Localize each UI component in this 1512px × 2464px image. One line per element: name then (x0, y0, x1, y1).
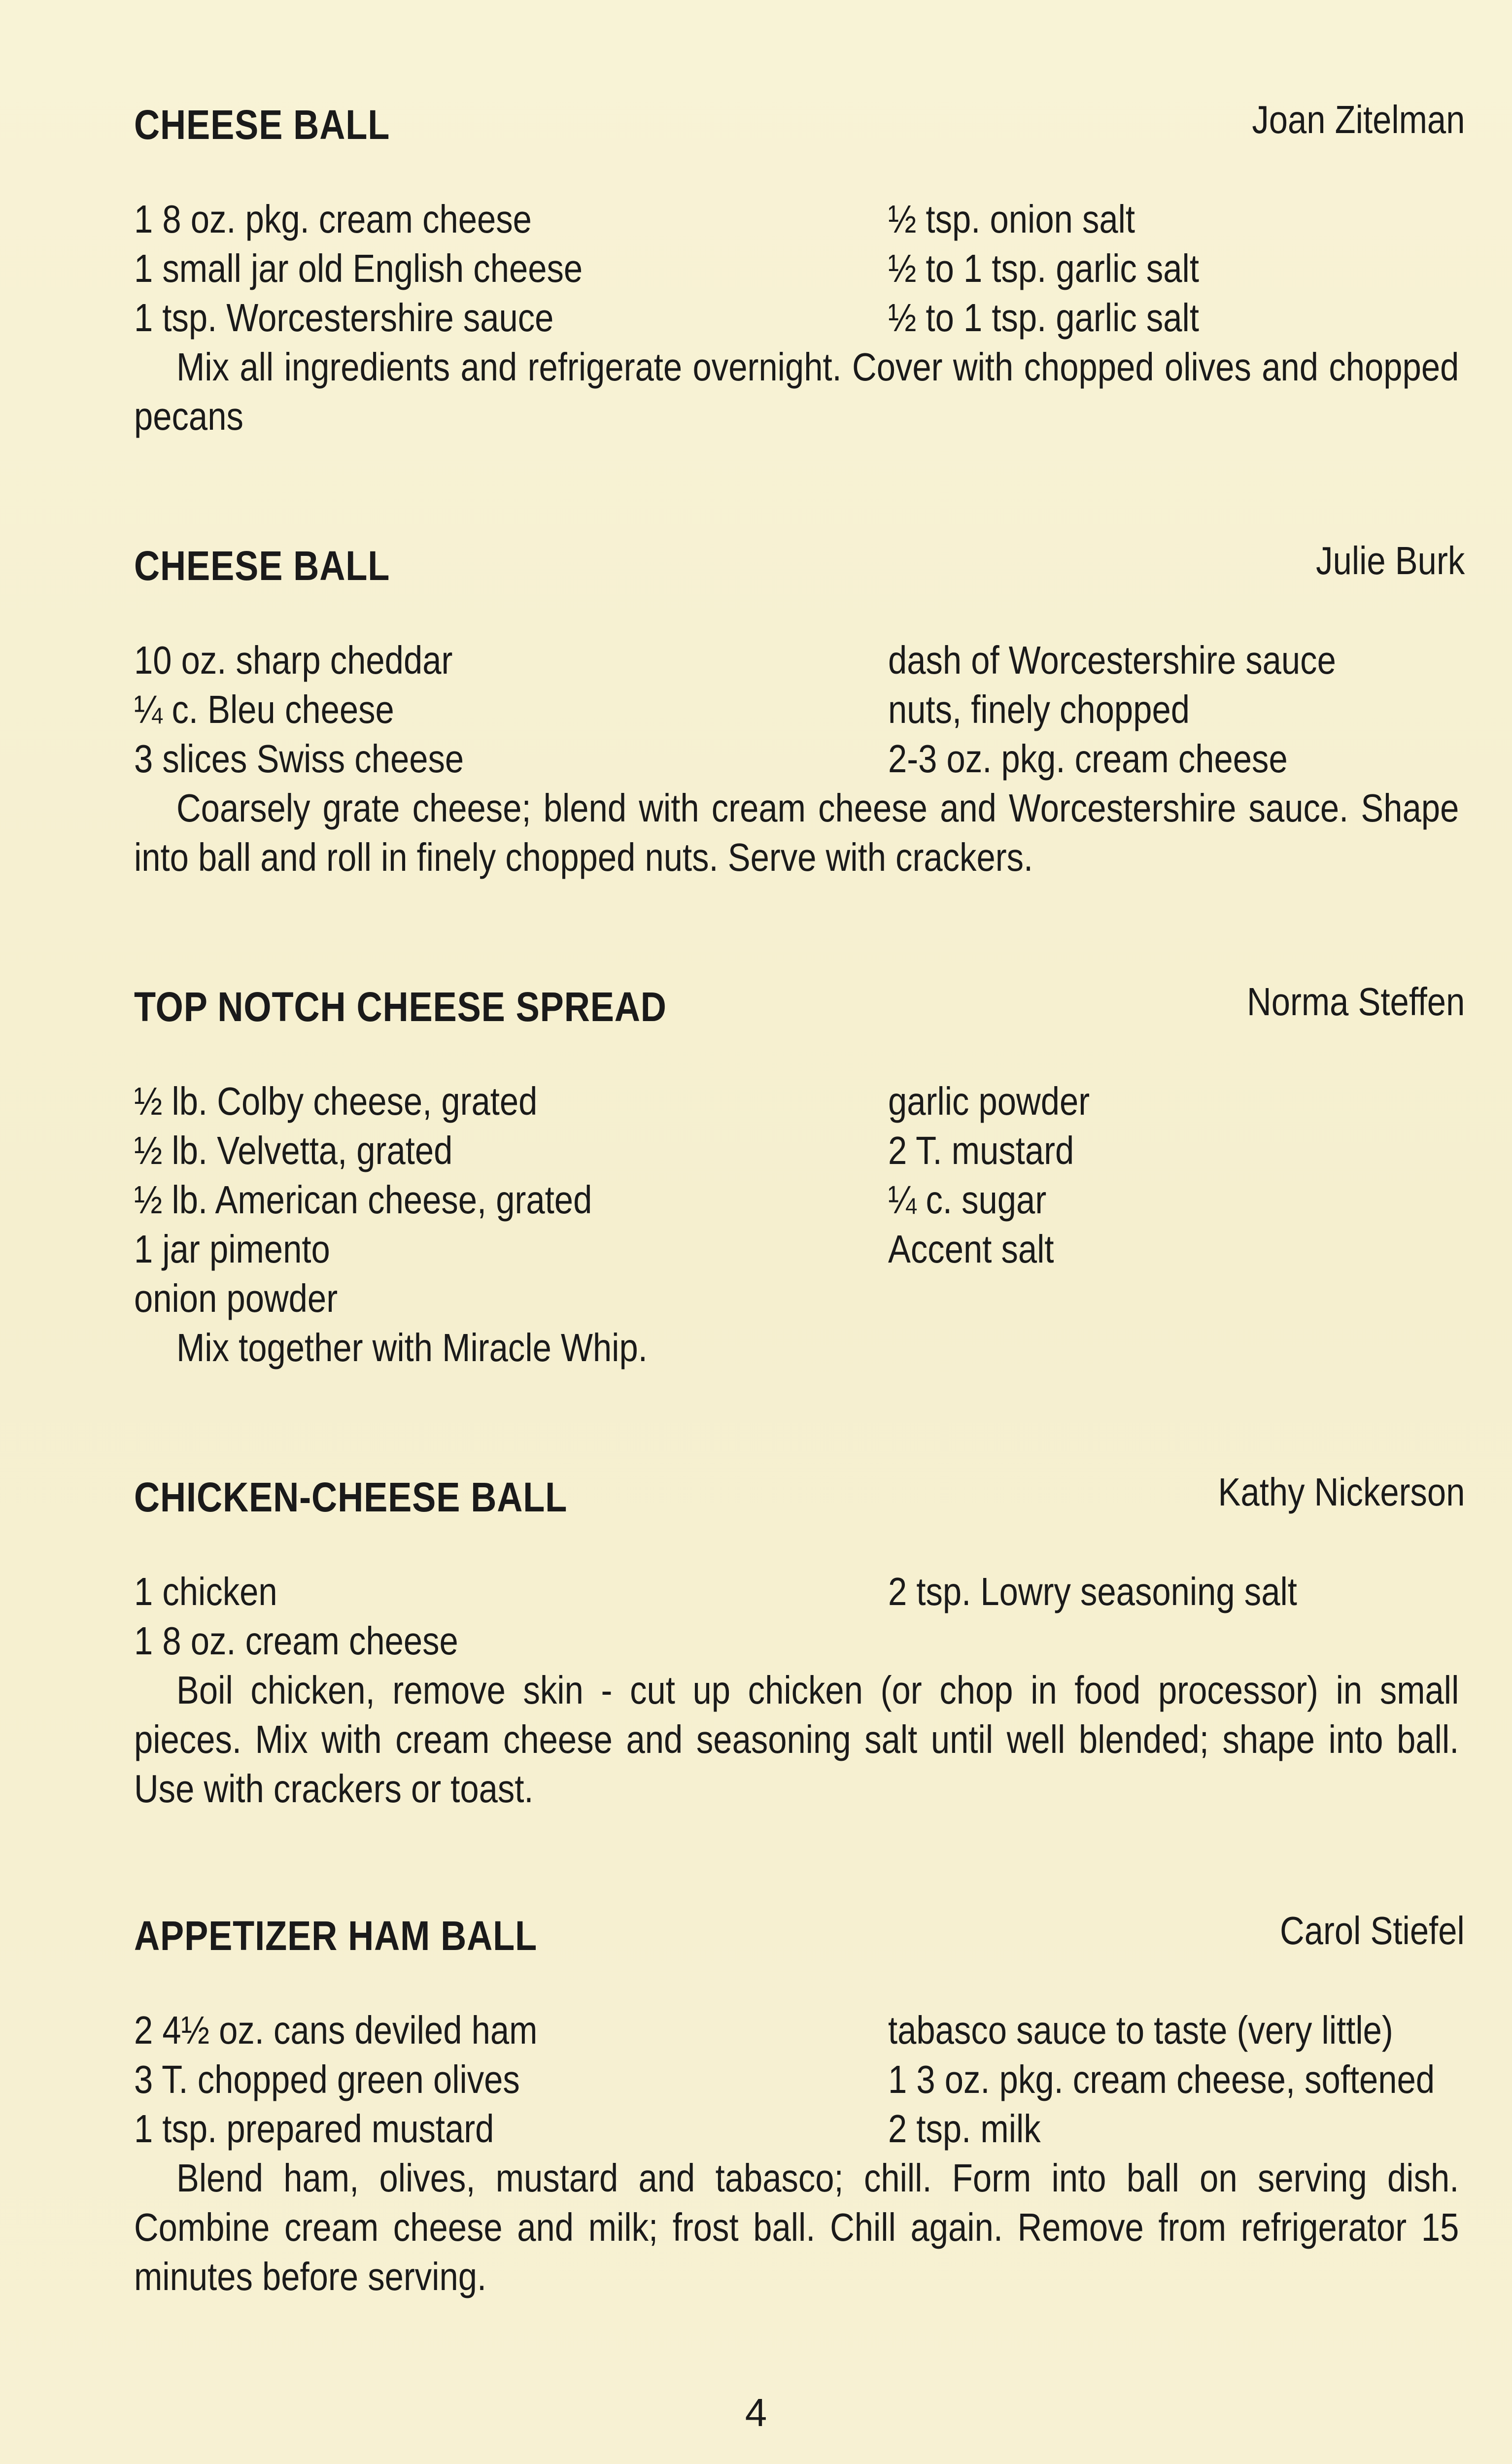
ingredient-column-right (888, 1567, 1465, 1666)
ingredient-column-right (888, 2006, 1465, 2154)
ingredient-column-right (888, 1077, 1465, 1323)
ingredient: 2 tsp. milk (888, 2107, 1041, 2151)
ingredient: ¼ c. sugar (888, 1178, 1047, 1222)
ingredient: 1 tsp. Worcestershire sauce (134, 296, 554, 340)
ingredient: 10 oz. sharp cheddar (134, 638, 453, 682)
recipe-title: TOP NOTCH CHEESE SPREAD (134, 984, 667, 1030)
ingredient: onion powder (134, 1276, 338, 1320)
ingredient: 1 3 oz. pkg. cream cheese, softened (888, 2057, 1435, 2101)
ingredient-column-right (888, 195, 1465, 342)
recipe-header (134, 539, 1465, 596)
recipe-header (134, 1909, 1465, 1966)
ingredient: 1 8 oz. pkg. cream cheese (134, 197, 532, 241)
recipe-author: Carol Stiefel (1280, 1909, 1465, 1952)
recipe-method: Blend ham, olives, mustard and tabasco; chill. Form into ball on serving dish. Combine cream cheese and milk; frost ball. Chill again. Remove from refrigerator 15 minutes before serving. (134, 2156, 1459, 2298)
recipe-author: Kathy Nickerson (1218, 1470, 1465, 1514)
recipe-cheese-ball-zitelman (134, 98, 1465, 441)
ingredient: tabasco sauce to taste (very little) (888, 2008, 1393, 2052)
ingredient-list (134, 636, 1465, 784)
ingredient: Accent salt (888, 1227, 1054, 1271)
ingredient: 2 tsp. Lowry seasoning salt (888, 1570, 1297, 1613)
recipe-method: Coarsely grate cheese; blend with cream cheese and Worcestershire sauce. Shape into ball and roll in finely chopped nuts. Serve with crackers. (134, 786, 1459, 879)
ingredient: 3 T. chopped green olives (134, 2057, 520, 2101)
recipe-author: Norma Steffen (1246, 980, 1465, 1024)
ingredient: ½ to 1 tsp. garlic salt (888, 296, 1199, 340)
page-number: 4 (745, 2391, 767, 2434)
recipe-title: CHICKEN-CHEESE BALL (134, 1474, 568, 1520)
recipe-top-notch-cheese-spread (134, 980, 1465, 1372)
ingredient: nuts, finely chopped (888, 687, 1190, 731)
recipe-title: CHEESE BALL (134, 102, 390, 148)
recipe-method: Mix all ingredients and refrigerate overnight. Cover with chopped olives and chopped pecans (134, 345, 1459, 438)
ingredient-list (134, 1077, 1465, 1323)
recipe-method: Boil chicken, remove skin - cut up chicken (or chop in food processor) in small pieces. Mix with cream cheese and seasoning salt until well blended; shape into ball. Use with crackers or toast. (134, 1668, 1459, 1811)
recipe-title: APPETIZER HAM BALL (134, 1913, 538, 1959)
ingredient: garlic powder (888, 1079, 1090, 1123)
ingredient-column-left (134, 195, 888, 342)
ingredient: ½ to 1 tsp. garlic salt (888, 246, 1199, 290)
ingredient-column-left (134, 636, 888, 784)
ingredient-column-right (888, 636, 1465, 784)
ingredient-list (134, 195, 1465, 342)
ingredient: ½ lb. Velvetta, grated (134, 1129, 453, 1172)
ingredient-list (134, 1567, 1465, 1666)
recipe-chicken-cheese-ball (134, 1470, 1465, 1814)
ingredient: 2 T. mustard (888, 1129, 1074, 1172)
ingredient: dash of Worcestershire sauce (888, 638, 1336, 682)
ingredient-column-left (134, 1077, 888, 1323)
ingredient: 3 slices Swiss cheese (134, 737, 464, 781)
ingredient-list (134, 2006, 1465, 2154)
ingredient: ½ lb. Colby cheese, grated (134, 1079, 538, 1123)
recipe-appetizer-ham-ball (134, 1909, 1465, 2301)
ingredient: 1 chicken (134, 1570, 277, 1613)
recipe-author: Joan Zitelman (1251, 98, 1465, 141)
recipe-header (134, 1470, 1465, 1528)
recipe-cheese-ball-burk (134, 539, 1465, 882)
ingredient: ¼ c. Bleu cheese (134, 687, 394, 731)
recipe-header (134, 980, 1465, 1037)
recipe-method: Mix together with Miracle Whip. (176, 1326, 648, 1369)
ingredient: 2-3 oz. pkg. cream cheese (888, 737, 1288, 781)
ingredient: ½ tsp. onion salt (888, 197, 1135, 241)
ingredient: 1 8 oz. cream cheese (134, 1619, 458, 1663)
ingredient: 1 jar pimento (134, 1227, 330, 1271)
recipe-header (134, 98, 1465, 155)
recipe-author: Julie Burk (1315, 539, 1465, 582)
ingredient: 1 tsp. prepared mustard (134, 2107, 494, 2151)
ingredient: ½ lb. American cheese, grated (134, 1178, 592, 1222)
recipe-title: CHEESE BALL (134, 543, 390, 589)
ingredient: 1 small jar old English cheese (134, 246, 583, 290)
ingredient-column-left (134, 1567, 888, 1666)
ingredient: 2 4½ oz. cans deviled ham (134, 2008, 538, 2052)
ingredient-column-left (134, 2006, 888, 2154)
